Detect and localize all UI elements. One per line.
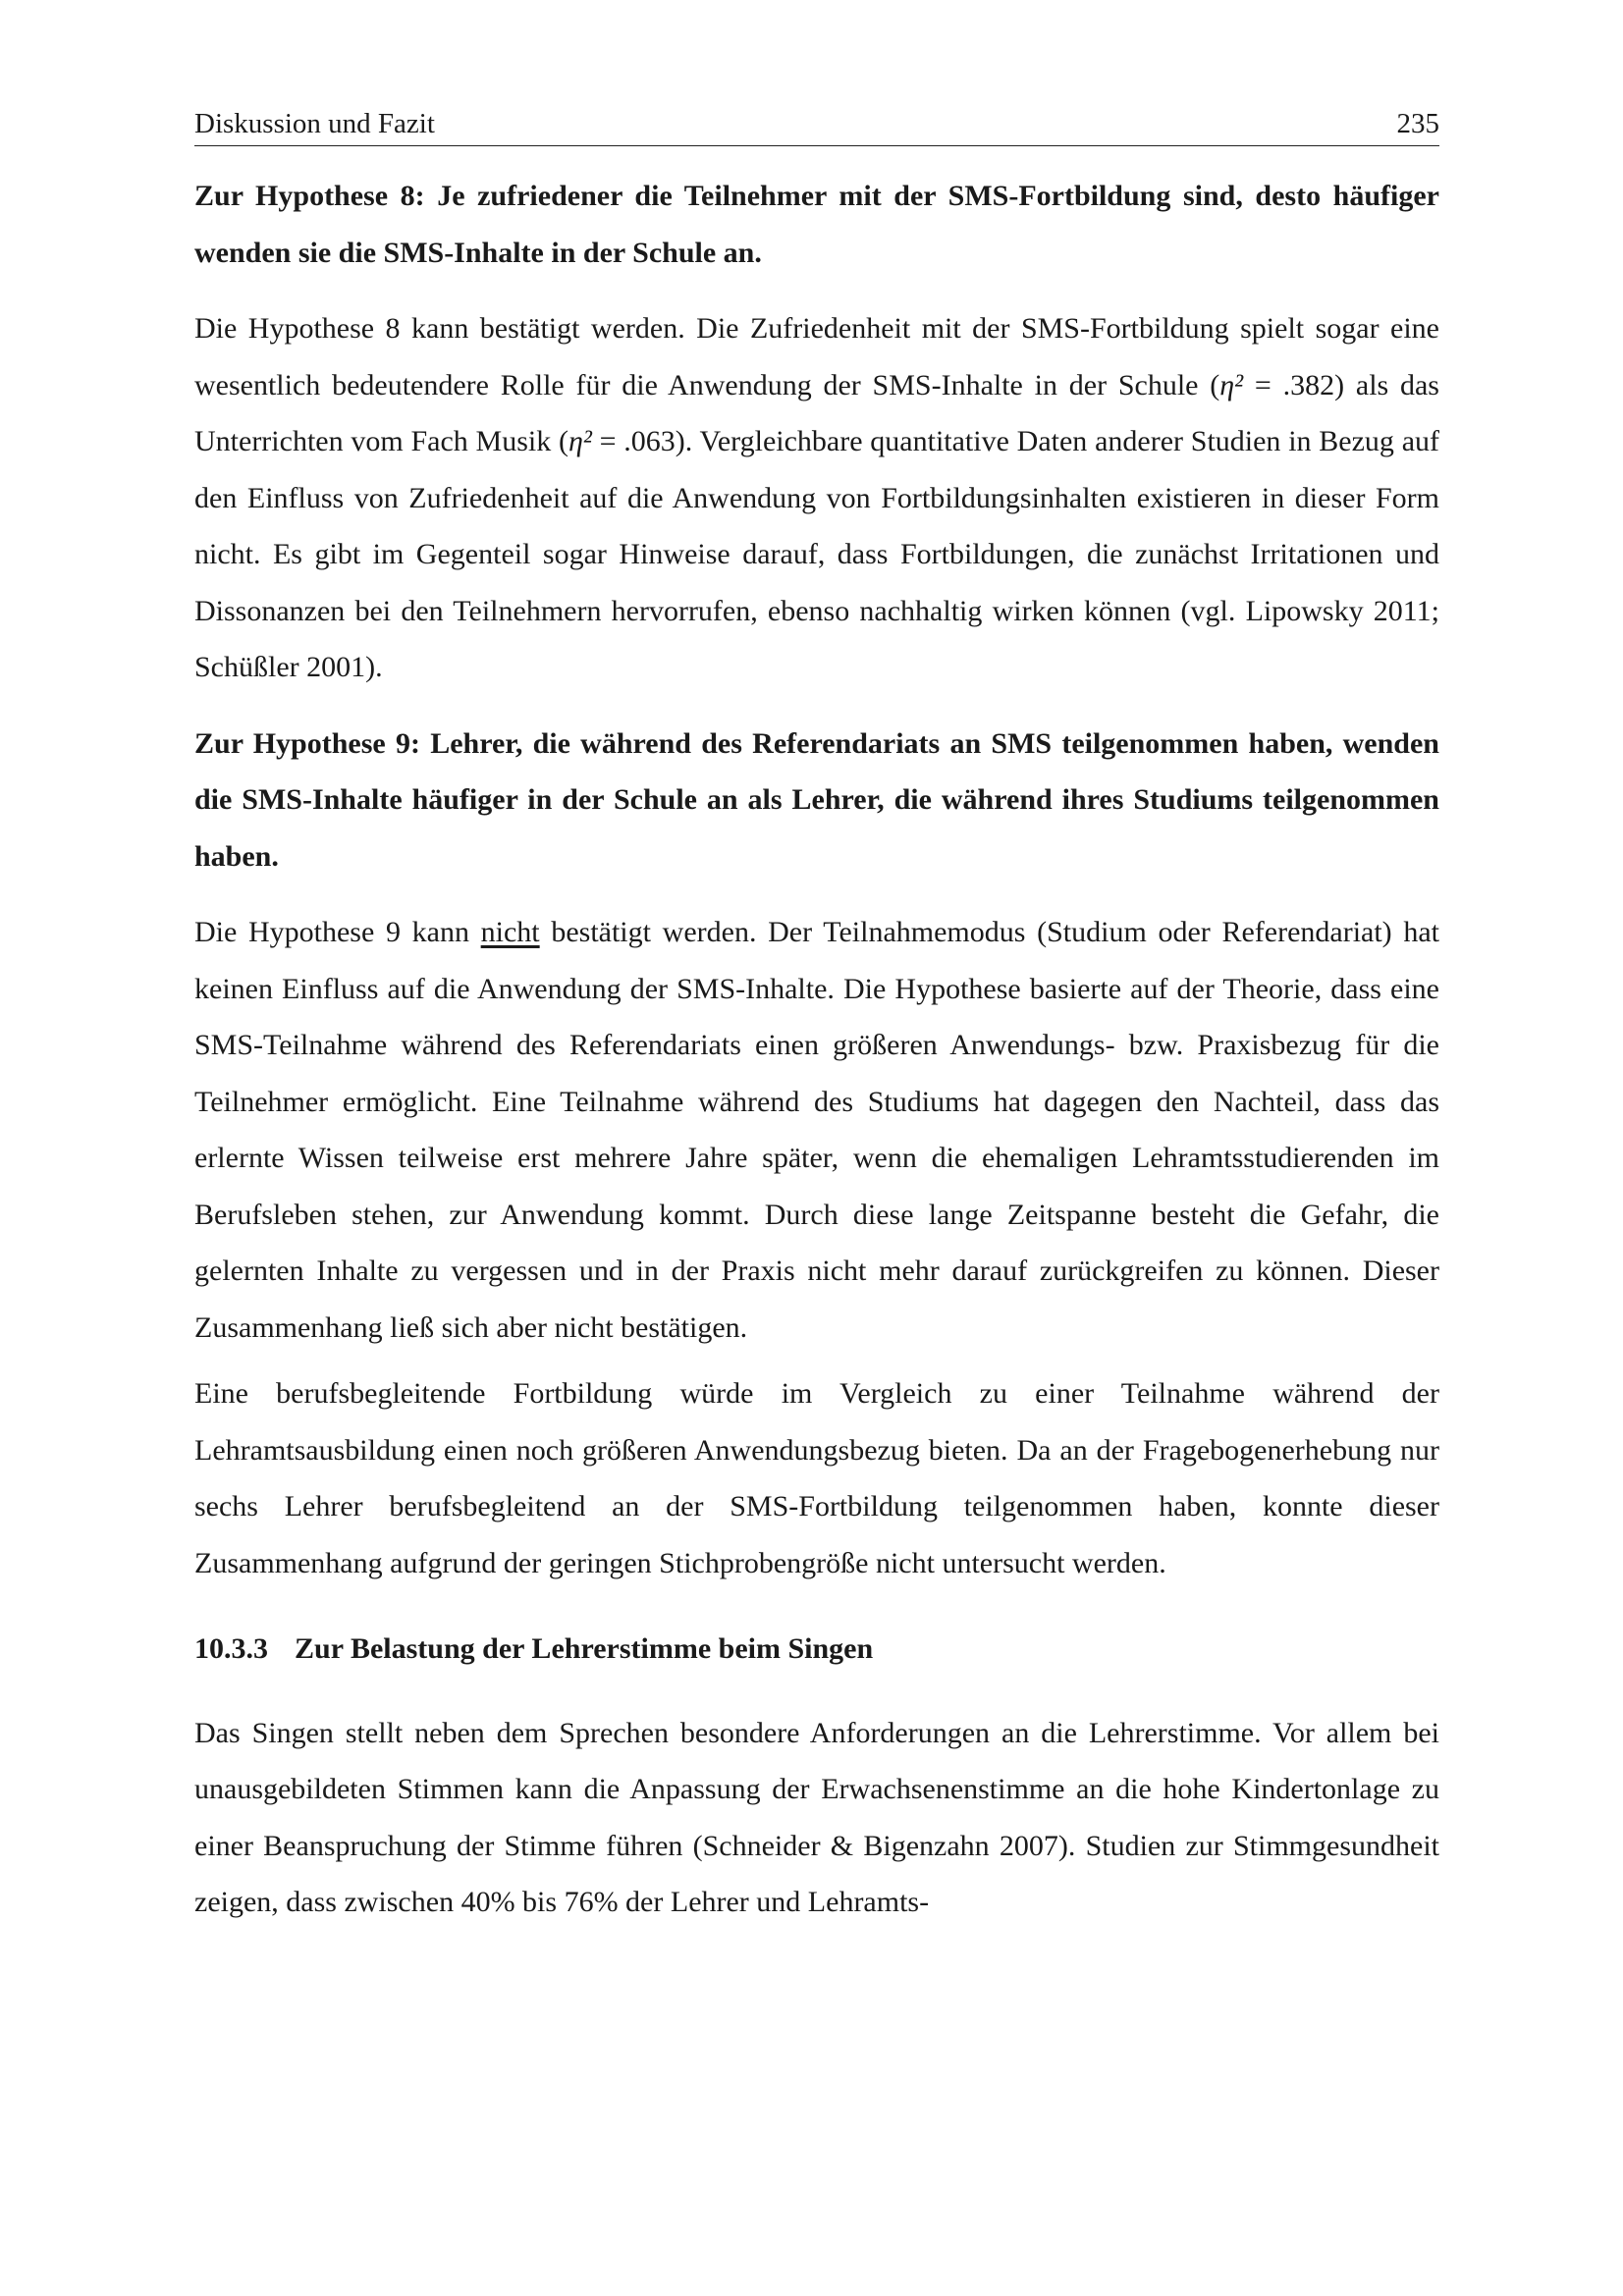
section-paragraph: Das Singen stellt neben dem Sprechen besondere Anforderungen an die Lehrerstimme. Vor allem bei unausgebildeten Stimmen kann die Anpassung der Erwachsenenstimme an die hohe Kindertonlage zu einer Beanspruchung der Stimme führen (Schneider & Bigenzahn 2007). Studien zur Stimmgesundheit zeigen, dass zwischen 40% bis 76% der Lehrer und Lehramts- (194, 1716, 1439, 1918)
hypothesis-9-heading: Zur Hypothese 9: Lehrer, die während des Referendariats an SMS teilgenommen haben, wenden die SMS-Inhalte häufiger in der Schule an als Lehrer, die während ihres Studiums teilgenommen haben. (194, 726, 1439, 873)
eta-squared-symbol: η² (1219, 368, 1244, 401)
section-number: 10.3.3 (194, 1632, 268, 1665)
running-header (194, 106, 1439, 146)
eta-squared-symbol: η² (568, 425, 592, 457)
section-heading (194, 1621, 1439, 1678)
hyp8-text-c: = .063). Vergleichbare quantitative Daten anderer Studien in Bezug auf den Einfluss von Zufriedenheit auf die Anwendung von Fortbildungsinhalten existieren in dieser Form nicht. Es gibt im Gegenteil sogar Hinweise darauf, dass Fortbildungen, die zunächst Irritationen und Dissonanzen bei den Teilnehmern hervorrufen, ebenso nachhaltig wirken können (vgl. Lipowsky 2011; Schüßler 2001). (194, 425, 1439, 683)
underlined-word: nicht (480, 916, 540, 948)
hyp8-text-b: = .382) als das Unterrichten vom Fach Musik ( (194, 368, 1439, 457)
chapter-title: Diskussion und Fazit (194, 108, 435, 139)
section-title: Zur Belastung der Lehrerstimme beim Singen (295, 1632, 874, 1665)
hyp9-text-a: Die Hypothese 9 kann (194, 916, 481, 948)
page (194, 106, 1439, 1931)
hypothesis-8-paragraph (194, 300, 1439, 696)
hypothesis-9-paragraph-2: Eine berufsbegleitende Fortbildung würde im Vergleich zu einer Teilnahme während der Lehramtsausbildung einen noch größeren Anwendungsbezug bieten. Da an der Fragebogenerhebung nur sechs Lehrer berufsbegleitend an der SMS-Fortbildung teilgenommen haben, konnte dieser Zusammenhang aufgrund der geringen Stichprobengröße nicht untersucht werden. (194, 1377, 1439, 1579)
hyp9-text-b: bestätigt werden. Der Teilnahmemodus (Studium oder Referendariat) hat keinen Einfluss auf die Anwendung der SMS-Inhalte. Die Hypothese basierte auf der Theorie, dass eine SMS-Teilnahme während des Referendariats einen größeren Anwendungs- bzw. Praxisbezug für die Teilnehmer ermöglicht. Eine Teilnahme während des Studiums hat dagegen den Nachteil, dass das erlernte Wissen teilweise erst mehrere Jahre später, wenn die ehemaligen Lehramtsstudierenden im Berufsleben stehen, zur Anwendung kommt. Durch diese lange Zeitspanne besteht die Gefahr, die gelernten Inhalte zu vergessen und in der Praxis nicht mehr darauf zurückgreifen zu können. Dieser Zusammenhang ließ sich aber nicht bestätigen. (194, 916, 1439, 1344)
hyp8-text-a: Die Hypothese 8 kann bestätigt werden. Die Zufriedenheit mit der SMS-Fortbildung spielt sogar eine wesentlich bedeutendere Rolle für die Anwendung der SMS-Inhalte in der Schule ( (194, 312, 1439, 401)
page-number: 235 (1396, 108, 1439, 139)
hypothesis-9-paragraph-1 (194, 904, 1439, 1356)
hypothesis-8-heading: Zur Hypothese 8: Je zufriedener die Teilnehmer mit der SMS-Fortbildung sind, desto häufiger wenden sie die SMS-Inhalte in der Schule an. (194, 180, 1439, 269)
